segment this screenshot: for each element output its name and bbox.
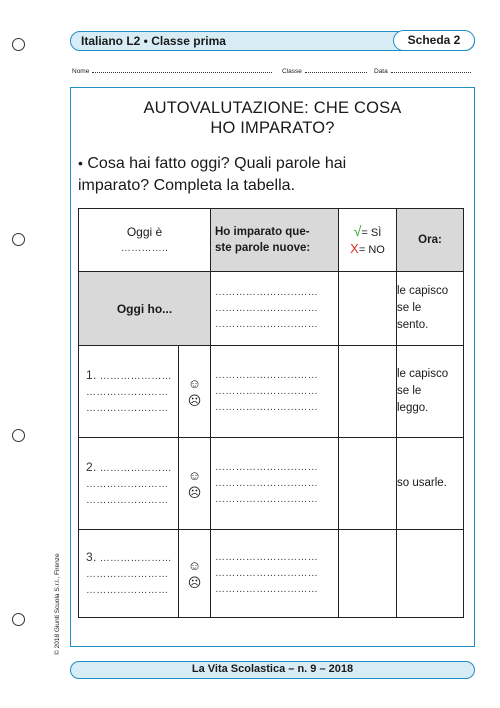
- check-cell[interactable]: [339, 438, 397, 530]
- word-line: …………………………: [215, 302, 318, 314]
- activity-line: ……………………: [86, 584, 169, 596]
- word-line: …………………………: [215, 567, 318, 579]
- word-cell[interactable]: [211, 530, 339, 618]
- sad-face-icon[interactable]: ☹: [187, 392, 202, 408]
- table-row: [79, 438, 464, 530]
- cross-icon: X: [350, 240, 359, 256]
- note-line: so usarle.: [397, 477, 447, 489]
- oggi-e-label: Oggi è: [126, 224, 163, 239]
- check-cell[interactable]: [339, 272, 397, 346]
- note-line: se le: [397, 302, 422, 314]
- note-line: le capisco: [397, 285, 449, 297]
- activity-line: …………………: [99, 552, 172, 564]
- word-line: …………………………: [215, 493, 318, 505]
- word-line: …………………………: [215, 369, 318, 381]
- activity-number: 3.: [86, 549, 97, 564]
- bullet: •: [78, 155, 83, 171]
- sad-face-icon[interactable]: ☹: [187, 574, 202, 590]
- instruction: [78, 152, 468, 197]
- binder-hole-3: [12, 429, 25, 442]
- note-cell: [397, 346, 464, 438]
- word-cell[interactable]: [211, 438, 339, 530]
- activity-line: ……………………: [86, 402, 169, 414]
- sad-face-icon[interactable]: ☹: [187, 484, 202, 500]
- mood-cell[interactable]: [179, 346, 211, 438]
- binder-hole-4: [12, 613, 25, 626]
- happy-face-icon[interactable]: ☺: [187, 557, 202, 573]
- oggi-e-dots: …………..: [120, 242, 169, 254]
- instruction-line-2: imparato? Completa la tabella.: [78, 177, 296, 194]
- oggi-e-cell[interactable]: [79, 209, 211, 272]
- instruction-line-1: Cosa hai fatto oggi? Quali parole hai: [87, 155, 347, 172]
- word-line: …………………………: [215, 583, 318, 595]
- activity-line: …………………: [99, 462, 172, 474]
- table-row: [79, 272, 464, 346]
- word-line: …………………………: [215, 318, 318, 330]
- ora-header: Ora:: [397, 209, 464, 272]
- check-cell[interactable]: [339, 530, 397, 618]
- oggi-ho-header: Oggi ho...: [79, 272, 211, 346]
- page-title: [70, 98, 475, 138]
- activity-line: ……………………: [86, 478, 169, 490]
- activity-line: ……………………: [86, 494, 169, 506]
- note-line: sento.: [397, 319, 429, 331]
- word-line: …………………………: [215, 477, 318, 489]
- table-row: [79, 530, 464, 618]
- activity-number: 1.: [86, 367, 97, 382]
- word-line: …………………………: [215, 286, 318, 298]
- word-line: …………………………: [215, 551, 318, 563]
- self-assessment-table: [78, 208, 464, 618]
- happy-face-icon[interactable]: ☺: [187, 375, 202, 391]
- activity-line: ……………………: [86, 386, 169, 398]
- check-icon: √: [353, 222, 362, 239]
- activity-line: ……………………: [86, 568, 169, 580]
- word-cell[interactable]: [211, 272, 339, 346]
- learned-header-line-1: Ho imparato que-: [215, 226, 310, 238]
- class-field[interactable]: [282, 66, 367, 75]
- mood-cell[interactable]: [179, 530, 211, 618]
- date-label: Data: [374, 68, 388, 75]
- student-fields: [72, 66, 472, 78]
- activity-cell[interactable]: [79, 346, 179, 438]
- table-header-row: [79, 209, 464, 272]
- note-line: leggo.: [397, 402, 429, 414]
- note-cell: [397, 272, 464, 346]
- word-line: …………………………: [215, 401, 318, 413]
- word-line: …………………………: [215, 461, 318, 473]
- binder-hole-2: [12, 233, 25, 246]
- word-line: …………………………: [215, 385, 318, 397]
- copyright-notice: © 2018 Giunti Scuola S.r.l., Firenze: [54, 553, 61, 655]
- no-label: = NO: [358, 243, 385, 256]
- note-cell: [397, 438, 464, 530]
- activity-cell[interactable]: [79, 438, 179, 530]
- binder-hole-1: [12, 38, 25, 51]
- word-cell[interactable]: [211, 346, 339, 438]
- footer-bar: La Vita Scolastica – n. 9 – 2018: [70, 661, 475, 679]
- learned-header-line-2: ste parole nuove:: [215, 242, 311, 254]
- name-label: Nome: [72, 68, 90, 75]
- activity-line: …………………: [99, 370, 172, 382]
- yes-label: = SÌ: [361, 226, 382, 239]
- learned-words-header: [211, 209, 339, 272]
- happy-face-icon[interactable]: ☺: [187, 467, 202, 483]
- activity-cell[interactable]: [79, 530, 179, 618]
- legend-cell: [339, 209, 397, 272]
- header-title: Italiano L2 • Classe prima: [81, 34, 226, 48]
- class-label: Classe: [282, 68, 302, 75]
- table-row: [79, 346, 464, 438]
- title-line-2: HO IMPARATO?: [210, 119, 335, 137]
- note-line: se le: [397, 385, 422, 397]
- title-line-1: AUTOVALUTAZIONE: CHE COSA: [143, 99, 402, 117]
- note-line: le capisco: [397, 368, 449, 380]
- mood-cell[interactable]: [179, 438, 211, 530]
- name-field[interactable]: [72, 66, 272, 75]
- sheet-label: Scheda 2: [393, 30, 475, 51]
- header-bar: [70, 31, 475, 51]
- date-field[interactable]: [374, 66, 471, 75]
- check-cell[interactable]: [339, 346, 397, 438]
- activity-number: 2.: [86, 459, 97, 474]
- note-cell: [397, 530, 464, 618]
